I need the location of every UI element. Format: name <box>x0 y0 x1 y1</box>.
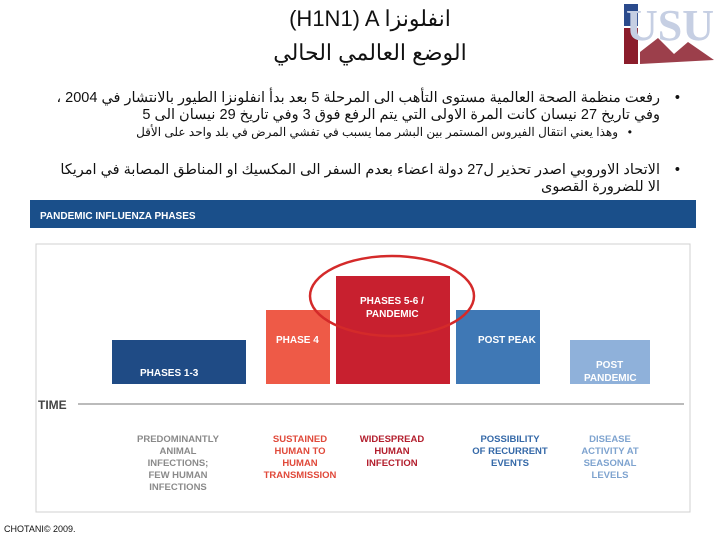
phase-description-line: FEW HUMAN <box>148 470 208 481</box>
phase-label: PANDEMIC <box>584 373 637 384</box>
phase-description-line: INFECTIONS; <box>147 458 209 469</box>
phase-description-line: WIDESPREAD <box>359 434 425 445</box>
phase-description-line: INFECTION <box>366 458 418 469</box>
phase-description-line: ACTIVITY AT <box>581 446 639 457</box>
phase-description-line: HUMAN <box>282 458 318 469</box>
phase-description-line: TRANSMISSION <box>263 470 337 481</box>
bullet-item <box>16 90 680 124</box>
phase-label: PHASES 1-3 <box>140 368 199 379</box>
time-axis-label: TIME <box>38 398 67 412</box>
phase-label: POST <box>596 360 624 371</box>
svg-text:USU: USU <box>625 2 715 50</box>
phase-label: PANDEMIC <box>366 309 419 320</box>
phase-description-line: EVENTS <box>490 458 530 469</box>
phase-label: PHASE 4 <box>276 335 319 346</box>
phase-block-4 <box>266 310 330 384</box>
slide-subtitle: الوضع العالمي الحالي <box>273 40 467 65</box>
phase-description-line: INFECTIONS <box>149 482 207 493</box>
bullet-line: • رفعت منظمة الصحة العالمية مستوى التأهب الى المرحلة 5 بعد بدأ انفلونزا الطيور بالانتشار في 2004 ، <box>56 90 660 106</box>
phase-label: POST PEAK <box>478 335 536 346</box>
pandemic-phases-figure <box>30 200 696 514</box>
phase-block-post-peak <box>456 310 540 384</box>
university-logo <box>622 2 718 66</box>
phase-description-line: HUMAN TO <box>274 446 326 457</box>
phase-description-line: LEVELS <box>591 470 629 481</box>
bullet-line: وفي تاريخ 27 نيسان كانت المرة الاولى التي يتم الرفع فوق 3 وفي تاريخ 29 نيسان الى 5 <box>142 107 660 123</box>
phase-description-line: SUSTAINED <box>272 434 328 445</box>
phase-description-line: ANIMAL <box>159 446 197 457</box>
figure-header-label: PANDEMIC INFLUENZA PHASES <box>40 211 196 222</box>
bullet-item <box>16 162 680 196</box>
phase-description-line: SEASONAL <box>583 458 637 469</box>
bullet-list <box>16 90 680 196</box>
phase-description-line: HUMAN <box>374 446 410 457</box>
phase-description-line: POSSIBILITY <box>480 434 540 445</box>
phase-description-line: OF RECURRENT <box>472 446 548 457</box>
copyright-text: CHOTANI© 2009. <box>4 524 76 534</box>
phase-label: PHASES 5-6 / <box>360 296 424 307</box>
bullet-line: • الاتحاد الاوروبي اصدر تحذير ل27 دولة اعضاء بعدم السفر الى المكسيك او المناطق المصابة في امريكا <box>60 162 660 178</box>
slide-title: (H1N1) A انفلونزا <box>289 6 451 31</box>
phase-description-line: DISEASE <box>589 434 631 445</box>
phase-description-line: PREDOMINANTLY <box>137 434 219 445</box>
sub-bullet-item: • وهذا يعني انتقال الفيروس المستمر بين البشر مما يسبب في تفشي المرض في بلد واحد على الأقل <box>16 124 680 140</box>
bullet-line: الا للضرورة القصوى <box>541 179 660 195</box>
